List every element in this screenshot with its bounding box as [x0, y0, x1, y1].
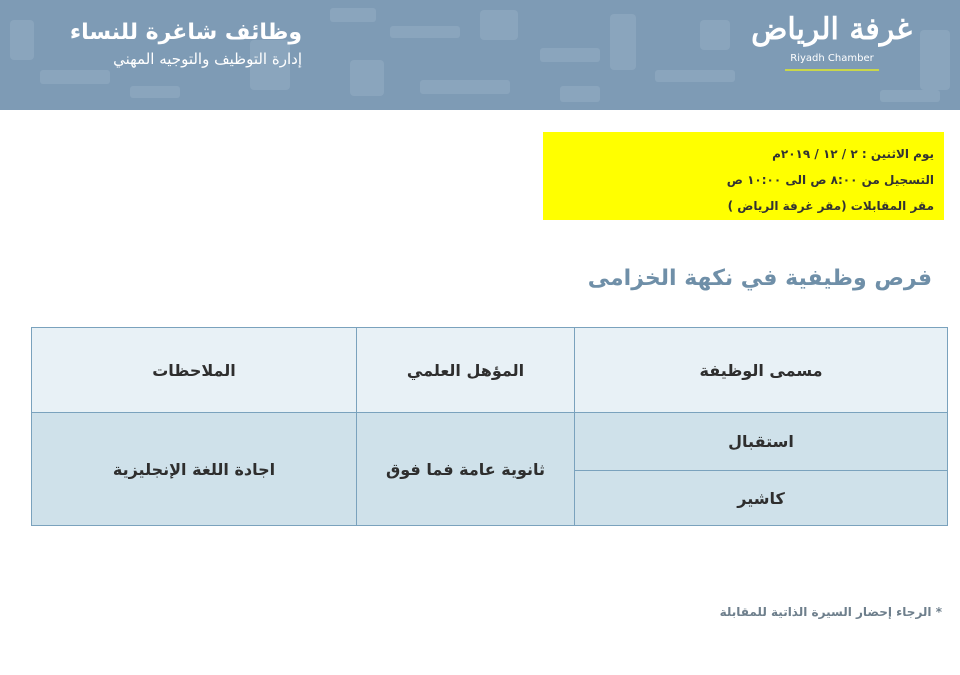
interview-date: يوم الاثنين : ٢ / ١٢ / ٢٠١٩م — [772, 147, 934, 161]
header-banner — [0, 0, 960, 110]
section-title: فرص وظيفية في نكهة الخزامى — [587, 266, 932, 291]
logo-english-text: Riyadh Chamber — [790, 53, 874, 64]
header-qualification: المؤهل العلمي — [357, 328, 575, 413]
job-title-cell: استقبال — [575, 413, 948, 471]
header-titles — [70, 18, 302, 70]
job-title-cell: كاشير — [575, 471, 948, 526]
header-notes: الملاحظات — [32, 328, 357, 413]
logo-underline — [785, 69, 879, 71]
interview-location: مقر المقابلات (مقر غرفة الرياض ) — [727, 199, 934, 213]
qualification-cell: ثانوية عامة فما فوق — [357, 413, 575, 526]
header-job-title: مسمى الوظيفة — [575, 328, 948, 413]
header-title: وظائف شاغرة للنساء — [69, 20, 302, 45]
footnote: * الرجاء إحضار السيرة الذاتية للمقابلة — [719, 605, 942, 619]
table-row — [32, 413, 948, 471]
notes-cell: اجادة اللغة الإنجليزية — [32, 413, 357, 526]
riyadh-chamber-logo — [752, 12, 912, 82]
interview-info-box — [543, 132, 944, 220]
logo-arabic-text: غرفة الرياض — [751, 12, 912, 47]
table-header-row — [32, 328, 948, 413]
jobs-table — [31, 327, 948, 526]
header-subtitle: إدارة التوظيف والتوجيه المهني — [113, 50, 302, 68]
registration-time: التسجيل من ٨:٠٠ ص الى ١٠:٠٠ ص — [726, 173, 934, 187]
